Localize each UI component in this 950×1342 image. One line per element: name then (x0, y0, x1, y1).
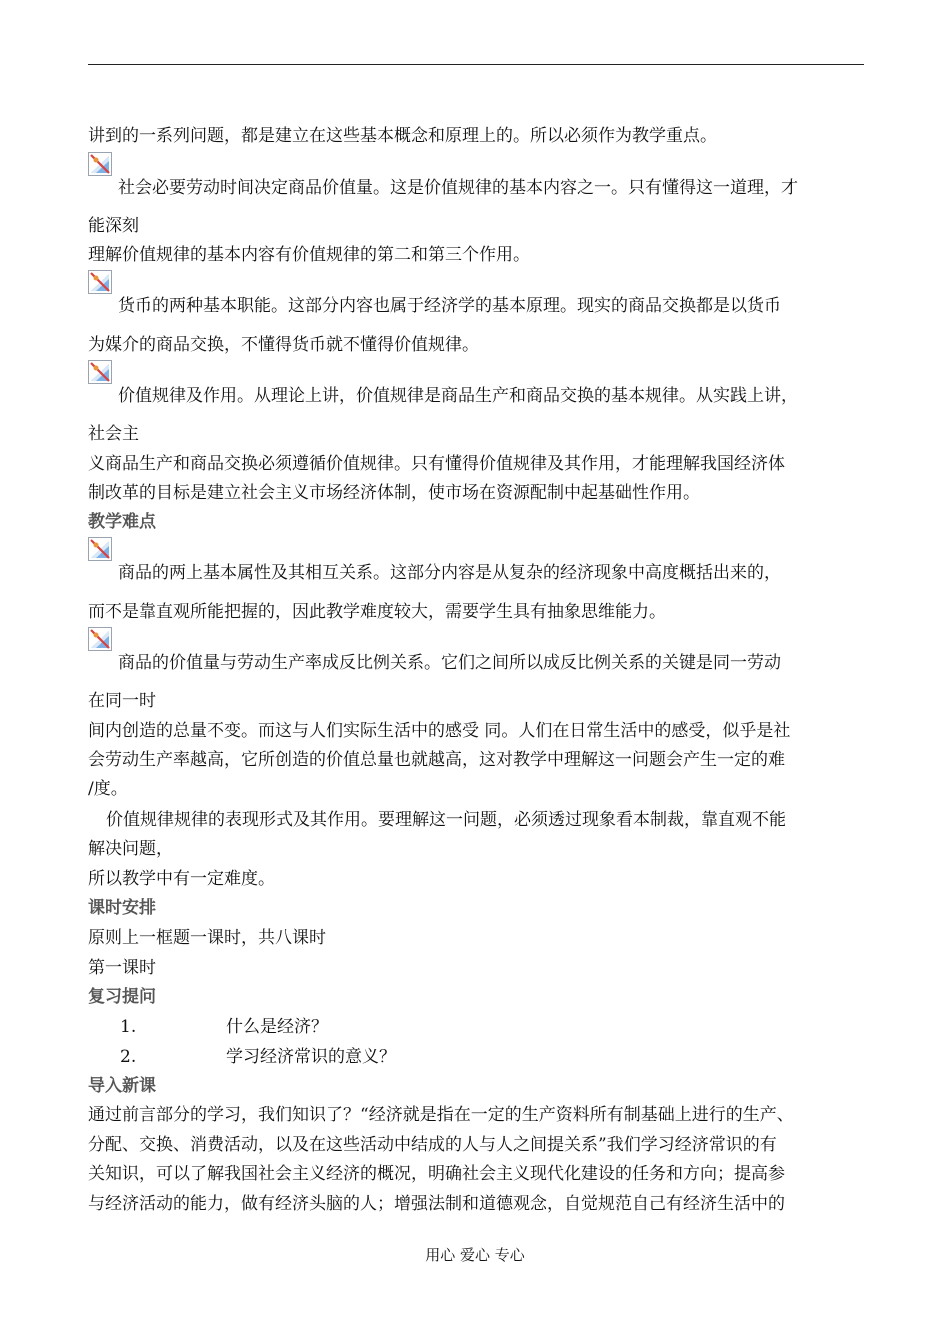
list-number: 2. (120, 1047, 137, 1067)
text-line: 商品的两上基本属性及其相互关系。这部分内容是从复杂的经济现象中高度概括出来的， (118, 563, 781, 583)
text-line: 第一课时 (88, 958, 156, 978)
text-line: 价值规律及作用。从理论上讲，价值规律是商品生产和商品交换的基本规律。从实践上讲， (118, 386, 798, 406)
text-line: 而不是靠直观所能把握的，因此教学难度较大，需要学生具有抽象思维能力。 (88, 602, 666, 622)
section-heading: 复习提问 (88, 987, 156, 1007)
text-line: /度。 (88, 779, 128, 799)
text-line: 商品的价值量与劳动生产率成反比例关系。它们之间所以成反比例关系的关键是同一劳动 (118, 653, 781, 673)
text-line: 关知识，可以了解我国社会主义经济的概况，明确社会主义现代化建设的任务和方向；提高参 (88, 1164, 785, 1184)
text-line: 讲到的一系列问题，都是建立在这些基本概念和原理上的。所以必须作为教学重点。 (88, 126, 717, 146)
text-line: 理解价值规律的基本内容有价值规律的第二和第三个作用。 (88, 245, 530, 265)
text-line: 能深刻 (88, 216, 139, 236)
text-line: 分配、交换、消费活动，以及在这些活动中结成的人与人之间提关系”我们学习经济常识的有 (88, 1135, 777, 1155)
list-item (120, 1015, 328, 1039)
text-line: 货币的两种基本职能。这部分内容也属于经济学的基本原理。现实的商品交换都是以货币 (118, 296, 781, 316)
text-line: 社会主 (88, 424, 139, 444)
broken-image-icon (88, 360, 112, 384)
broken-image-icon (88, 270, 112, 294)
broken-image-icon (88, 537, 112, 561)
text-line: 会劳动生产率越高，它所创造的价值总量也就越高，这对教学中理解这一问题会产生一定的难 (88, 750, 785, 770)
text-line: 在同一时 (88, 691, 156, 711)
section-heading: 课时安排 (88, 898, 156, 918)
list-item (120, 1045, 396, 1069)
text-line: 与经济活动的能力，做有经济头脑的人；增强法制和道德观念，自觉规范自己有经济生活中的 (88, 1194, 785, 1214)
text-line: 通过前言部分的学习，我们知识了？“经济就是指在一定的生产资料所有制基础上进行的生产、 (88, 1105, 794, 1125)
section-heading: 教学难点 (88, 512, 156, 532)
header-rule (88, 64, 864, 65)
list-text: 什么是经济？ (226, 1017, 328, 1037)
text-line: 所以教学中有一定难度。 (88, 869, 275, 889)
section-heading: 导入新课 (88, 1076, 156, 1096)
text-line: 社会必要劳动时间决定商品价值量。这是价值规律的基本内容之一。只有懂得这一道理，才 (118, 178, 798, 198)
text-line: 制改革的目标是建立社会主义市场经济体制，使市场在资源配制中起基础性作用。 (88, 483, 700, 503)
text-line: 为媒介的商品交换，不懂得货币就不懂得价值规律。 (88, 335, 479, 355)
text-line: 价值规律规律的表现形式及其作用。要理解这一问题，必须透过现象看本制裁，靠直观不能 (106, 810, 786, 830)
broken-image-icon (88, 152, 112, 176)
list-text: 学习经济常识的意义？ (226, 1047, 396, 1067)
text-line: 义商品生产和商品交换必须遵循价值规律。只有懂得价值规律及其作用，才能理解我国经济体 (88, 454, 785, 474)
text-line: 解决问题， (88, 839, 173, 859)
list-number: 1. (120, 1017, 137, 1037)
text-line: 间内创造的总量不变。而这与人们实际生活中的感受 同。人们在日常生活中的感受，似乎是社 (88, 721, 791, 741)
text-line: 原则上一框题一课时，共八课时 (88, 928, 326, 948)
page-footer: 用心 爱心 专心 (425, 1246, 525, 1264)
broken-image-icon (88, 627, 112, 651)
